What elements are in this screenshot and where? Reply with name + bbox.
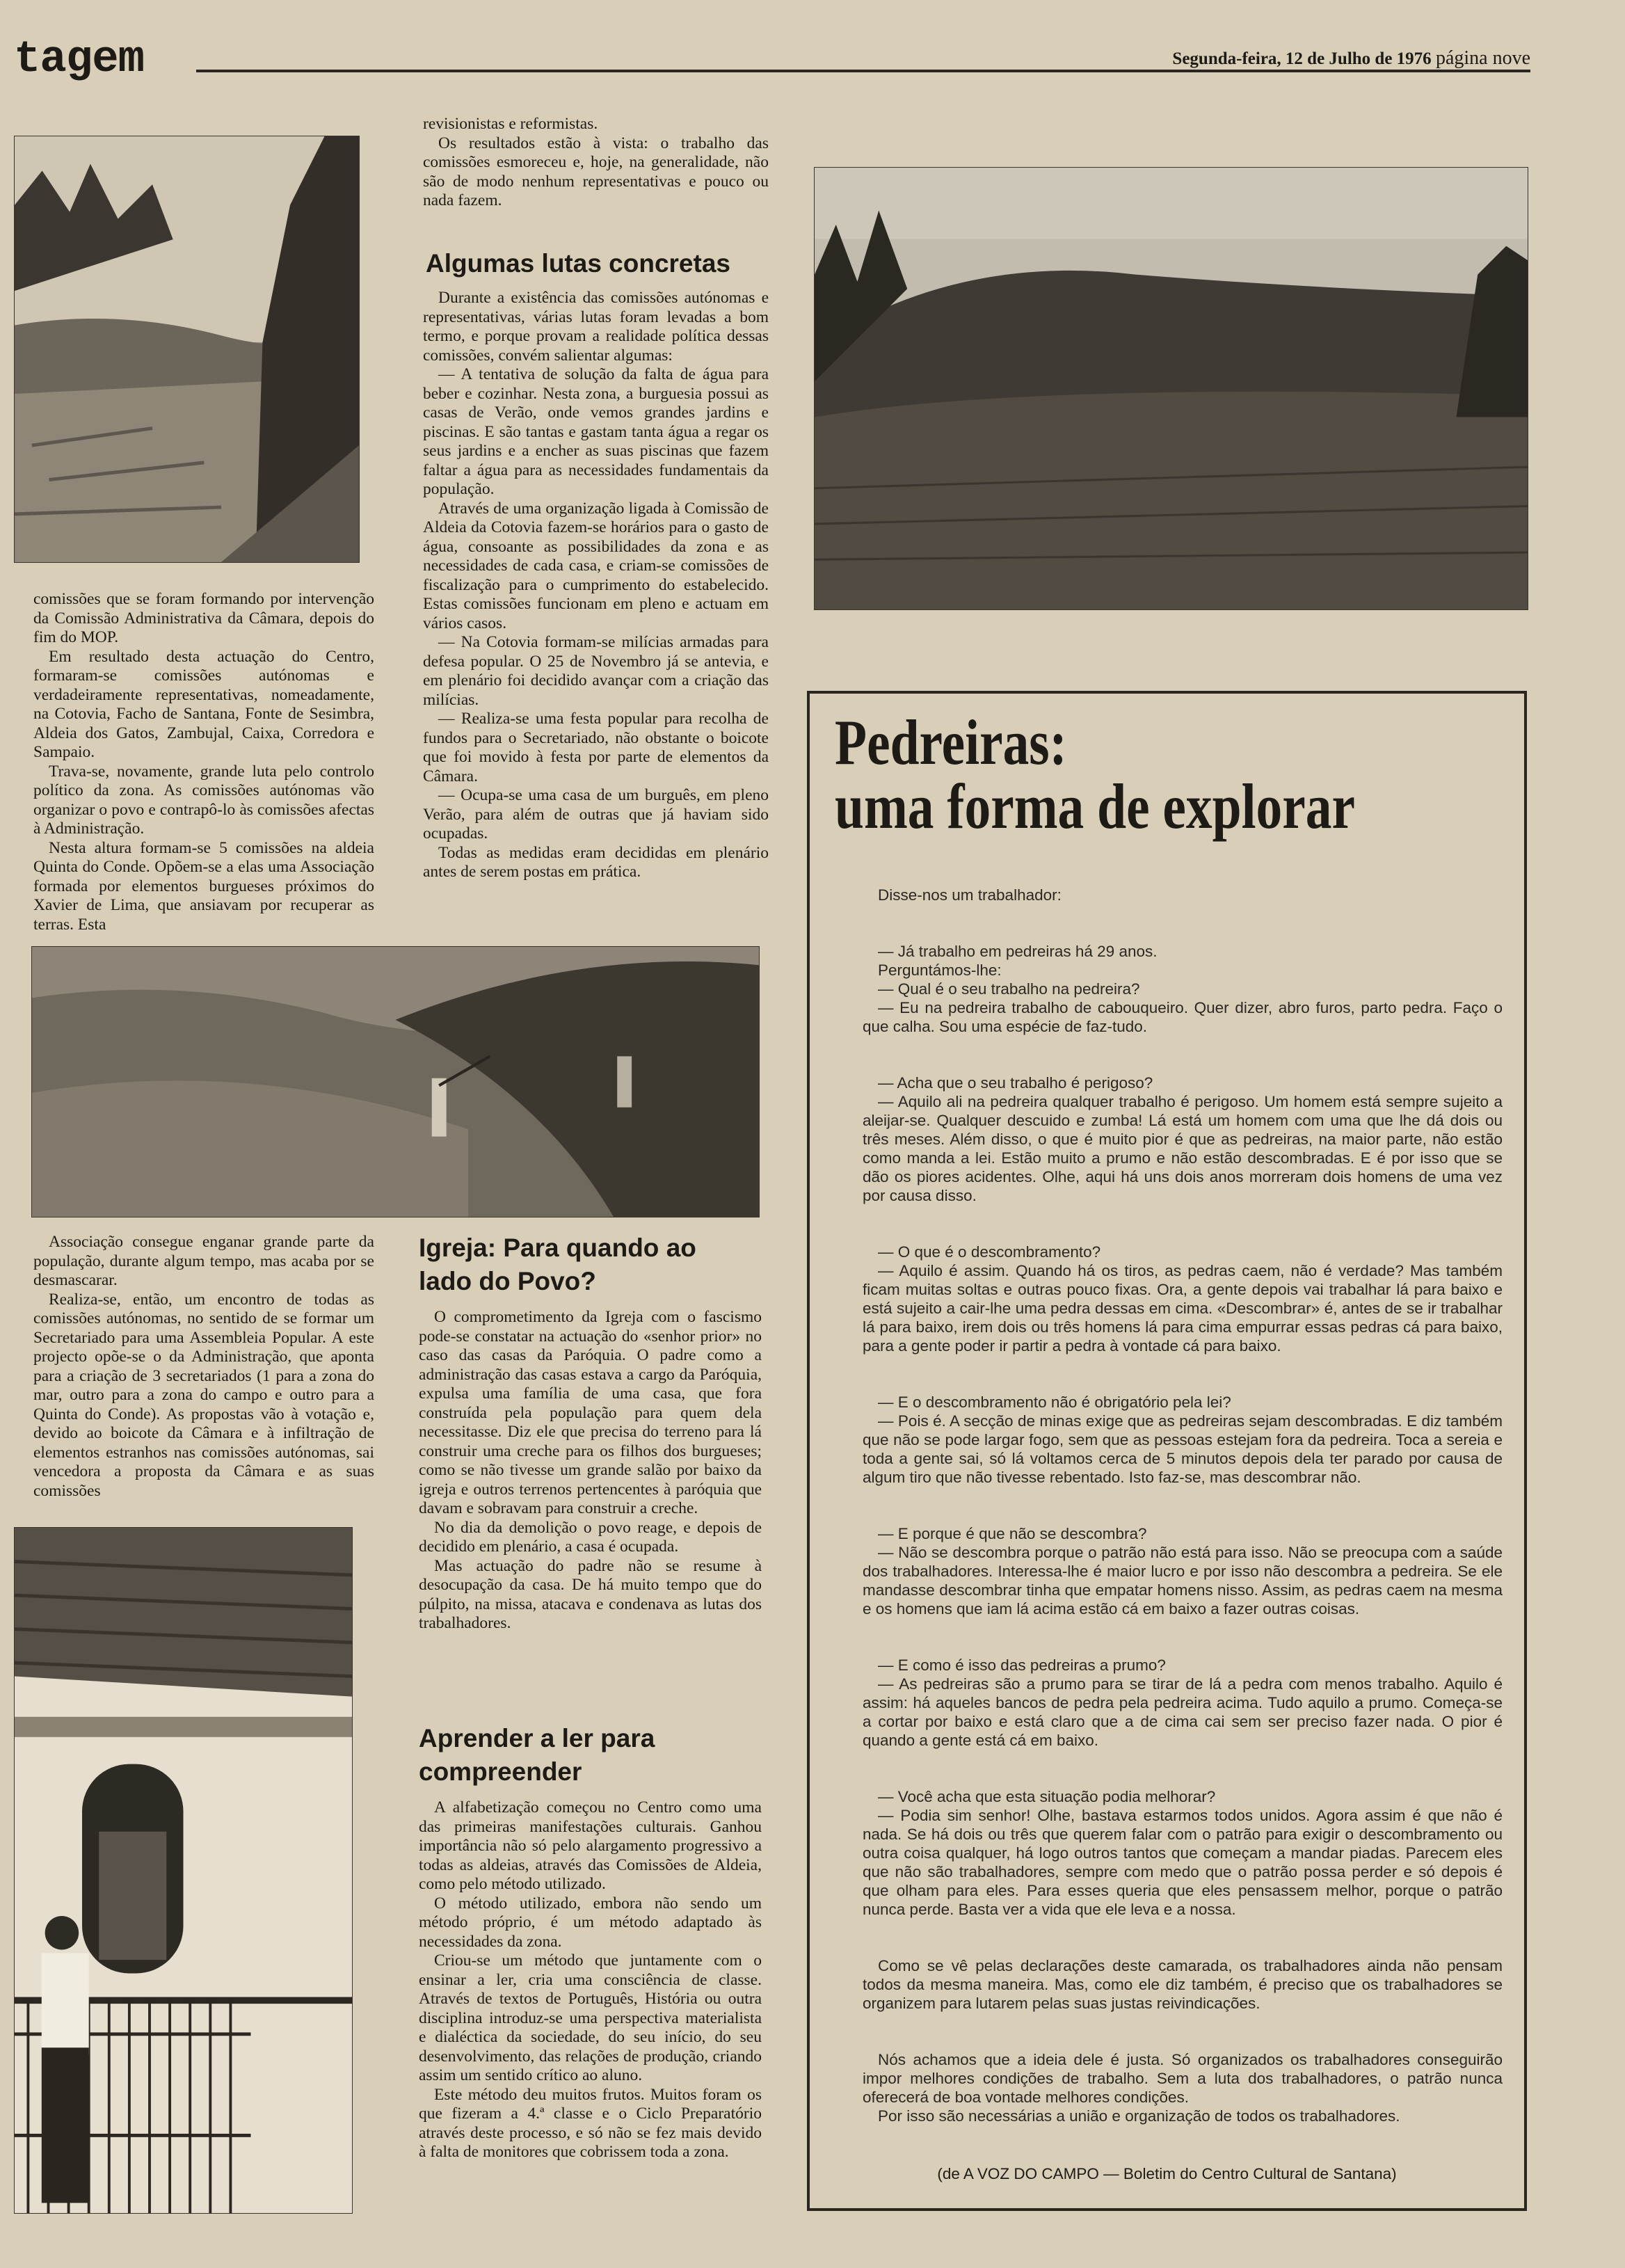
middle-column-igreja bbox=[419, 1308, 762, 1634]
box-paragraph: Nós achamos que a ideia dele é justa. Só organizados os trabalhadores conseguirão impor melhores condições de trabalho. Sem a luta dos trabalhadores, o patrão nunca oferecerá de boa vontade melhores condições. bbox=[863, 2051, 1503, 2106]
paragraph: Os resultados estão à vista: o trabalho das comissões esmoreceu e, hoje, na generalidade, não são de modo nenhum representativas e pouco ou nada fazem. bbox=[423, 134, 769, 209]
middle-column-top bbox=[423, 115, 769, 211]
box-paragraph: — Aquilo ali na pedreira qualquer trabalho é perigoso. Um homem está sempre sujeito a aleijar-se. Qualquer descuido e zumba! Lá está um homem com uma que lhe dá dois ou três meses. Além disso, o que é muito pior é que as pedreiras, na maior parte, não estão como manda a lei. Estão muito a prumo e não estão descombradas. E é por isso que se dão os piores acidentes. Olhe, aqui há uns dois anos morreram dois homens de uma vez por causa disso. bbox=[863, 1093, 1503, 1204]
middle-column-lutas bbox=[423, 289, 769, 882]
date-text: Segunda-feira, 12 de Julho de 1976 bbox=[1172, 49, 1432, 68]
left-column-bottom bbox=[33, 1233, 374, 1501]
page-number: página nove bbox=[1435, 47, 1530, 69]
paragraph: comissões que se foram formando por intervenção da Comissão Administrativa da Câmara, depois do fim do MOP. bbox=[33, 590, 374, 646]
paragraph: — Na Cotovia formam-se milícias armadas para defesa popular. O 25 de Novembro já se antevia, e em plenário foi decidido avançar com a criação das milícias. bbox=[423, 633, 769, 709]
left-column-top bbox=[33, 590, 374, 934]
box-paragraph: — E o descombramento não é obrigatório pela lei? bbox=[878, 1393, 1231, 1411]
paragraph: Criou-se um método que juntamente com o ensinar a ler, cria uma consciência de classe. Através de textos de Português, História ou outra disciplina introduz-se uma perspectiva materialista e dialéctica da sociedade, do seu início, do seu desenvolvimento, das relações de produção, criando assim um sentido crítico ao aluno. bbox=[419, 1951, 762, 2084]
box-paragraph: — Podia sim senhor! Olhe, bastava estarmos todos unidos. Agora assim é que não é nada. Se há dois ou três que querem falar com o patrão para exigir o descombramento ou outra coisa qualquer, há logo outros tantos que começam a mandar piadas. Parecem eles que não são trabalhadores, sempre com medo que o patrão possa perder e só depois é que olham para eles. Para esses queria que eles pensassem melhor, porque o patrão nunca perde. Basta ver a vida que ele leva e a nossa. bbox=[863, 1807, 1503, 1918]
box-paragraph: — Qual é o seu trabalho na pedreira? bbox=[878, 980, 1140, 998]
box-paragraph: — O que é o descombramento? bbox=[878, 1243, 1101, 1261]
box-paragraph: Por isso são necessárias a união e organização de todos os trabalhadores. bbox=[878, 2107, 1400, 2125]
heading-igreja: Igreja: Para quando ao lado do Povo? bbox=[419, 1233, 696, 1295]
box-paragraph: — Pois é. A secção de minas exige que as pedreiras sejam descombradas. E diz também que não se pode largar fogo, sem que as pessoas estejam fora da pedreira. Toca a sereia e toda a gente sai, só lá voltamos cerca de 5 minutos depois dela ter parado por causa de algum tiro que não tivesse rebentado. Isto faz-se, mas descombrar não. bbox=[863, 1412, 1503, 1486]
box-paragraph: — Aquilo é assim. Quando há os tiros, as pedras caem, não é verdade? Mas também ficam muitas soltas e outras pouco fixas. Ora, a gente depois vai trabalhar lá para baixo e está sujeito a cair-lhe uma pedra dessas em cima. «Descombrar» é, antes de se ir trabalhar lá para baixo, irem dois ou três homens lá para cima empurrar essas pedras cá para baixo, para a gente poder ir partir a pedra à vontade cá para baixo. bbox=[863, 1262, 1503, 1355]
paragraph: A alfabetização começou no Centro como uma das primeiras manifestações culturais. Ganhou importância não só pelo alargamento progressivo a todas as aldeias, através das Comissões de Aldeia, como pelo método utilizado. bbox=[419, 1798, 762, 1893]
paragraph: — Ocupa-se uma casa de um burguês, em pleno Verão, para além de outras que já haviam sido ocupadas. bbox=[423, 786, 769, 842]
box-paragraph: — Acha que o seu trabalho é perigoso? bbox=[878, 1074, 1153, 1092]
masthead-rule bbox=[196, 70, 1530, 72]
heading-algumas-lutas: Algumas lutas concretas bbox=[426, 249, 730, 278]
paragraph: Trava-se, novamente, grande luta pelo controlo político da zona. As comissões autónomas vão organizar o povo e contrapô-lo às comissões afectas à Administração. bbox=[33, 762, 374, 838]
box-paragraph: — As pedreiras são a prumo para se tirar de lá a pedra com menos trabalho. Aquilo é assim: há aqueles bancos de pedra pela pedreira acima. Tudo aquilo a prumo. Começa-se a cortar por baixo e está claro que a de cima cai sem ser preciso fazer nada. O pior é quando a gente está cá em baixo. bbox=[863, 1675, 1503, 1749]
issue-date bbox=[1164, 47, 1530, 70]
box-paragraph: — Eu na pedreira trabalho de cabouqueiro. Quer dizer, abro furos, parto pedra. Faço o que calha. Sou uma espécie de faz-tudo. bbox=[863, 999, 1503, 1035]
box-paragraph: — Já trabalho em pedreiras há 29 anos. bbox=[878, 943, 1158, 960]
photo-building-man bbox=[14, 1527, 353, 2214]
box-paragraph: — Não se descombra porque o patrão não está para isso. Não se preocupa com a saúde dos trabalhadores. Interessa-lhe é maior lucro e por isso não descombra a pedreira. Se ele mandasse descombrar tinha que empatar homens nisso. Assim, as pedras caem na mesma e os homens que iam lá acima estão cá em baixo a fazer outras coisas. bbox=[863, 1544, 1503, 1618]
box-paragraph: — E como é isso das pedreiras a prumo? bbox=[878, 1656, 1166, 1674]
article-source: (de A VOZ DO CAMPO — Boletim do Centro Cultural de Santana) bbox=[937, 2165, 1397, 2182]
box-title-line2: uma forma de explorar bbox=[835, 771, 1355, 842]
paragraph: — Realiza-se uma festa popular para recolha de fundos para o Secretariado, não obstante o boicote que foi movido à festa por parte de elementos da Câmara. bbox=[423, 710, 769, 785]
paragraph: Este método deu muitos frutos. Muitos foram os que fizeram a 4.ª classe e o Ciclo Preparatório através deste processo, e só não se fez mais devido à falta de monitores que cobrissem toda a zona. bbox=[419, 2085, 762, 2161]
paragraph: revisionistas e reformistas. bbox=[423, 115, 598, 133]
paragraph: Mas actuação do padre não se resume à desocupação da casa. De há muito tempo que do púlpito, na missa, atacava e condenava as lutas dos trabalhadores. bbox=[419, 1556, 762, 1632]
paragraph: — A tentativa de solução da falta de água para beber e cozinhar. Nesta zona, a burguesia possui as casas de Verão, onde vemos grandes jardins e piscinas. E são tantas e gastam tanta água a regar os seus jardins e a encher as suas piscinas que fazem faltar a água para as necessidades fundamentais da população. bbox=[423, 365, 769, 498]
section-title: tagem bbox=[14, 35, 145, 85]
paragraph: O método utilizado, embora não sendo um método próprio, é um método adaptado às necessidades da zona. bbox=[419, 1894, 762, 1951]
box-paragraph: Disse-nos um trabalhador: bbox=[878, 886, 1062, 904]
photo-workers-field bbox=[31, 946, 760, 1217]
paragraph: No dia da demolição o povo reage, e depois de decidido em plenário, a casa é ocupada. bbox=[419, 1518, 762, 1556]
box-paragraph: Como se vê pelas declarações deste camarada, os trabalhadores ainda não pensam todos da mesma maneira. Mas, como ele diz também, é preciso que os trabalhadores se organizem para lutarem pelas suas justas reivindicações. bbox=[863, 1957, 1503, 2012]
box-paragraph: — Você acha que esta situação podia melhorar? bbox=[878, 1788, 1216, 1805]
article-box-pedreiras bbox=[807, 691, 1527, 2211]
paragraph: Todas as medidas eram decididas em plenário antes de serem postas em prática. bbox=[423, 843, 769, 881]
box-paragraph: — E porque é que não se descombra? bbox=[878, 1525, 1147, 1542]
middle-column-aprender bbox=[419, 1798, 762, 2162]
masthead bbox=[14, 35, 1530, 83]
photo-quarry-landscape bbox=[814, 167, 1528, 610]
interview-text bbox=[863, 886, 1503, 2125]
paragraph: Nesta altura formam-se 5 comissões na aldeia Quinta do Conde. Opõem-se a elas uma Associação formada por elementos burgueses próximos do Xavier de Lima, que ansiavam por recuperar as terras. Esta bbox=[33, 838, 374, 934]
paragraph: Durante a existência das comissões autónomas e representativas, várias lutas foram levadas a bom termo, e porque provam a realidade política dessas comissões, convém salientar algumas: bbox=[423, 289, 769, 365]
paragraph: Realiza-se, então, um encontro de todas as comissões autónomas, no sentido de se formar um Secretariado para uma Assembleia Popular. A este projecto opõe-se o da Administração, que aponta para a criação de 3 secretariados (1 para a zona do mar, outro para a zona do campo e outro para a Quinta do Conde). As propostas vão à votação e, devido ao boicote da Câmara e à infiltração de elementos estranhos nas comissões autónomas, sai vencedora a proposta da Câmara e as suas comissões bbox=[33, 1290, 374, 1500]
paragraph: O comprometimento da Igreja com o fascismo pode-se constatar na actuação do «senhor prior» no caso das casas da Paróquia. O padre como a administração das casas estava a cargo da Paróquia, expulsa uma família de uma casa, que fora construída pela população para quem dela necessitasse. Diz ele que precisa do terreno para lá construir uma creche para os filhos dos burgueses; como se não tivesse um grande salão por baixo da igreja e outros terrenos pertencentes à paróquia que davam e sobravam para construir a creche. bbox=[419, 1308, 762, 1517]
photo-field-trees bbox=[14, 136, 360, 563]
paragraph: Em resultado desta actuação do Centro, formaram-se comissões autónomas e verdadeiramente representativas, nomeadamente, na Cotovia, Facho de Santana, Fonte de Sesimbra, Aldeia dos Gatos, Zambujal, Caixa, Corredora e Sampaio. bbox=[33, 647, 374, 761]
heading-aprender: Aprender a ler para compreender bbox=[419, 1724, 655, 1786]
paragraph: Associação consegue enganar grande parte da população, durante algum tempo, mas acaba por se desmascarar. bbox=[33, 1233, 374, 1289]
paragraph: Através de uma organização ligada à Comissão de Aldeia da Cotovia fazem-se horários para o gasto de água, consoante as possibilidades da zona e as necessidades de cada casa, e criam-se comissões de fiscalização para o cumprimento do estabelecido. Estas comissões funcionam em pleno e actuam em vários casos. bbox=[423, 499, 769, 632]
box-paragraph: Perguntámos-lhe: bbox=[878, 961, 1002, 979]
box-title-line1: Pedreiras: bbox=[835, 707, 1067, 778]
